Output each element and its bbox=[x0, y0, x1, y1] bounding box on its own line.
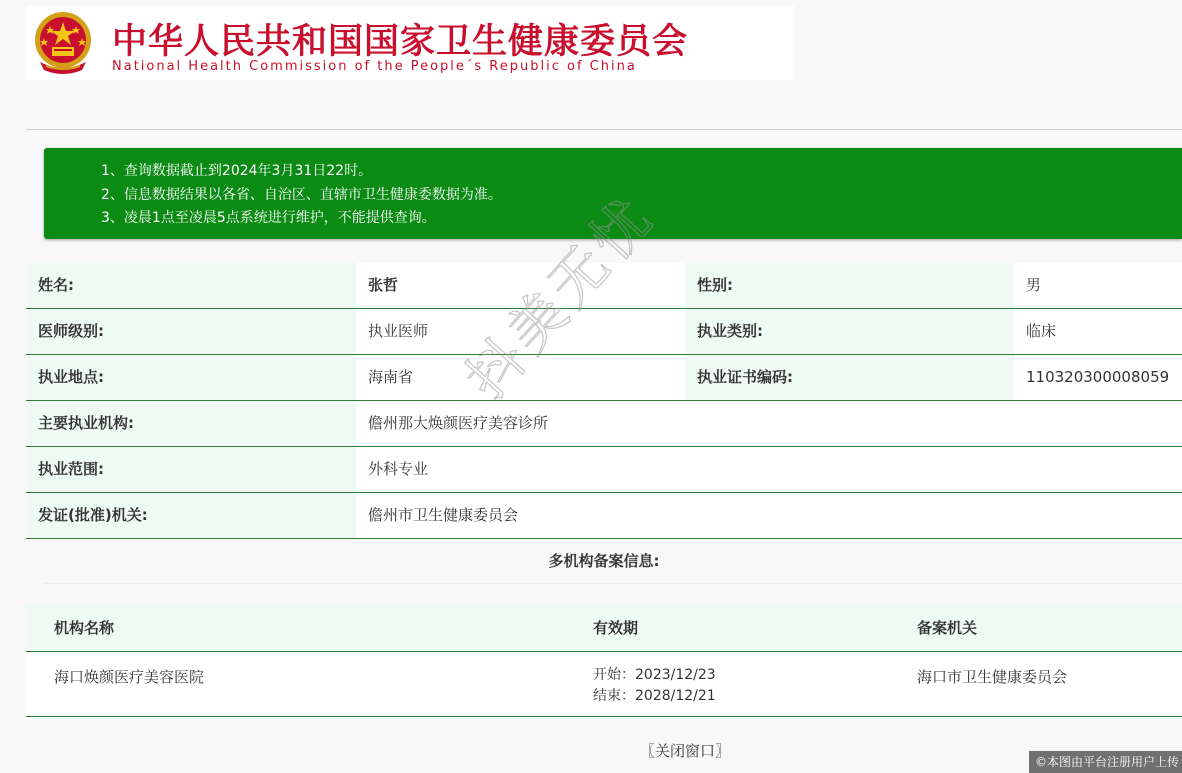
info-row-level bbox=[26, 309, 1182, 355]
institution-name-cell: 海口焕颜医疗美容医院 bbox=[54, 668, 205, 686]
validity-end: 结束：2028/12/21 bbox=[593, 688, 716, 704]
header-divider bbox=[26, 129, 1182, 130]
national-emblem-icon bbox=[30, 8, 96, 78]
multi-institution-title: 多机构备案信息: bbox=[548, 552, 660, 570]
info-row-scope bbox=[26, 447, 1182, 493]
info-row-institution bbox=[26, 401, 1182, 447]
info-row-issuer bbox=[26, 493, 1182, 539]
close-window-link[interactable]: 〖关闭窗口〗 bbox=[640, 742, 731, 760]
level-label: 医师级别: bbox=[26, 309, 356, 354]
info-row-name bbox=[26, 263, 1182, 309]
notice-line-3: 3、凌晨1点至凌晨5点系统进行维护，不能提供查询。 bbox=[101, 210, 436, 226]
authority-cell: 海口市卫生健康委员会 bbox=[917, 668, 1068, 686]
gender-value: 男 bbox=[1014, 263, 1182, 308]
gender-label: 性别: bbox=[685, 263, 1014, 308]
institution-label: 主要执业机构: bbox=[26, 401, 356, 446]
institution-table-header bbox=[26, 605, 1182, 652]
location-value: 海南省 bbox=[356, 355, 685, 400]
scope-label: 执业范围: bbox=[26, 447, 356, 492]
notice-line-1: 1、查询数据截止到2024年3月31日22时。 bbox=[101, 163, 373, 179]
cert-label: 执业证书编码: bbox=[685, 355, 1014, 400]
header-institution-name: 机构名称 bbox=[54, 619, 115, 637]
notice-box bbox=[44, 148, 1182, 239]
notice-line-2: 2、信息数据结果以各省、自治区、直辖市卫生健康委数据为准。 bbox=[101, 187, 502, 203]
category-value: 临床 bbox=[1014, 309, 1182, 354]
header-authority: 备案机关 bbox=[917, 619, 978, 637]
table-row bbox=[26, 652, 1182, 717]
cert-value: 110320300008059 bbox=[1014, 355, 1182, 400]
site-header bbox=[26, 6, 794, 80]
location-label: 执业地点: bbox=[26, 355, 356, 400]
name-value: 张哲 bbox=[356, 263, 685, 308]
level-value: 执业医师 bbox=[356, 309, 685, 354]
name-label: 姓名: bbox=[26, 263, 356, 308]
validity-start: 开始：2023/12/23 bbox=[593, 667, 716, 683]
header-validity: 有效期 bbox=[593, 619, 639, 637]
category-label: 执业类别: bbox=[685, 309, 1014, 354]
scope-value: 外科专业 bbox=[356, 447, 1182, 492]
site-title-en: National Health Commission of the People´s Republic of China bbox=[112, 59, 637, 74]
issuer-label: 发证(批准)机关: bbox=[26, 493, 356, 538]
issuer-value: 儋州市卫生健康委员会 bbox=[356, 493, 1182, 538]
info-row-location bbox=[26, 355, 1182, 401]
institution-value: 儋州那大焕颜医疗美容诊所 bbox=[356, 401, 1182, 446]
upload-notice: ©本图由平台注册用户上传 bbox=[1029, 751, 1182, 773]
site-title-cn: 中华人民共和国国家卫生健康委员会 bbox=[112, 22, 689, 62]
section-divider bbox=[44, 583, 1182, 584]
